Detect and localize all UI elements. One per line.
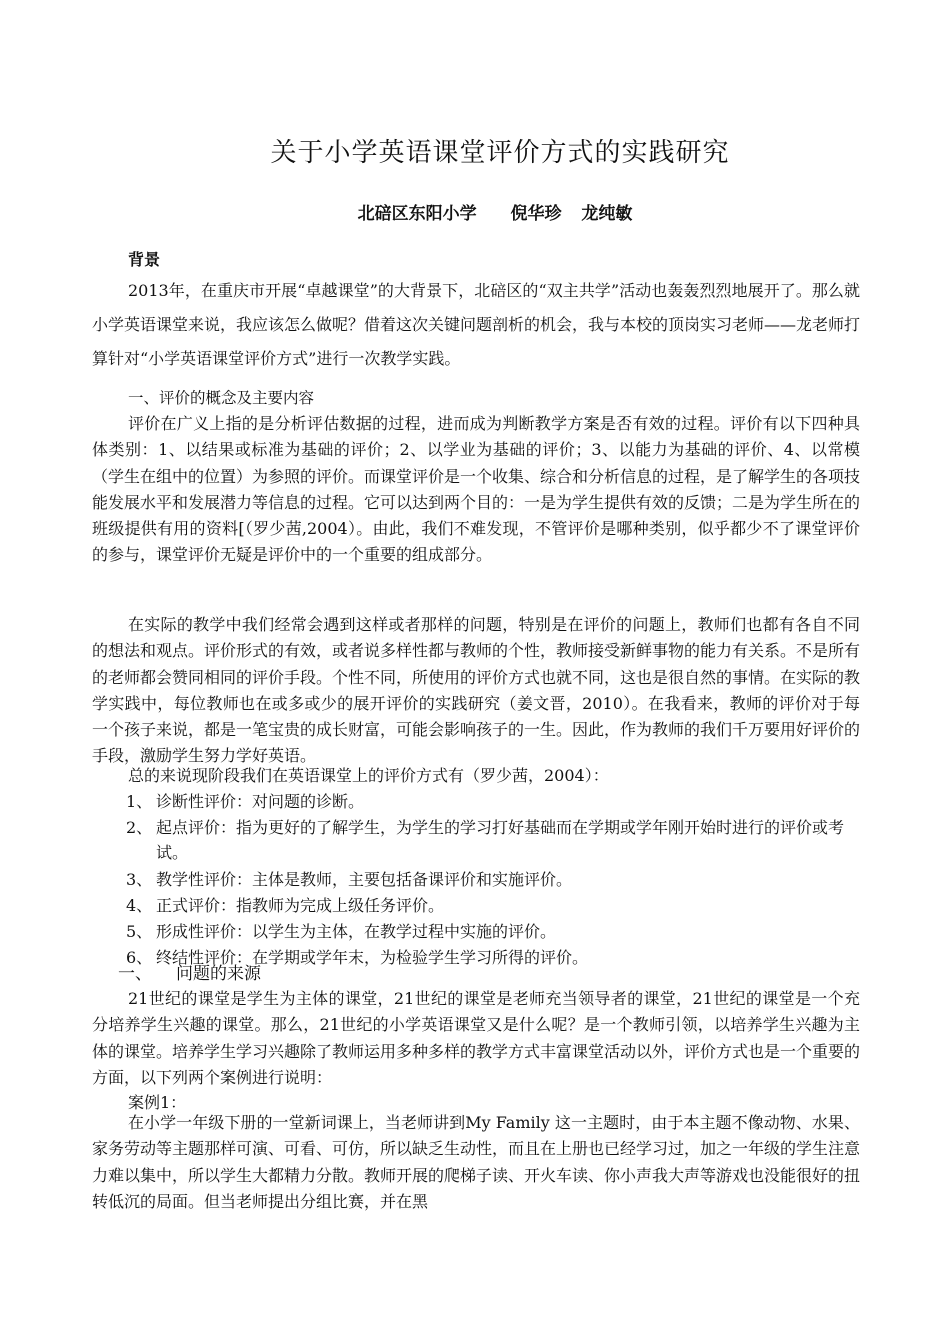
list-item-text: 教学性评价：主体是教师，主要包括备课评价和实施评价。 [156, 870, 573, 889]
list-item-number: 3、 [126, 870, 153, 889]
paragraph-background: 2013年，在重庆市开展“卓越课堂”的大背景下，北碚区的“双主共学”活动也轰轰烈烈地展开了。那么就小学英语课堂来说，我应该怎么做呢？借着这次关键问题剖析的机会，我与本校的顶岗实习老师——龙老师打算针对“小学英语课堂评价方式”进行一次教学实践。 [92, 281, 861, 368]
list-item-number: 2、 [126, 818, 153, 837]
paragraph-source: 21世纪的课堂是学生为主体的课堂，21世纪的课堂是老师充当领导者的课堂，21世纪的课堂是一个充分培养学生兴趣的课堂。那么，21世纪的小学英语课堂又是什么呢？是一个教师引领，以培养学生兴趣为主体的课堂。培养学生学习兴趣除了教师运用多种多样的教学方式丰富课堂活动以外，评价方式也是一个重要的方面，以下列两个案例进行说明： [92, 989, 861, 1087]
byline [0, 199, 950, 224]
byline-author-1: 倪华珍 [510, 204, 562, 224]
list-item-number: 5、 [126, 922, 153, 941]
list-item-text: 终结性评价：在学期或学年末，为检验学生学习所得的评价。 [156, 948, 589, 967]
heading-background: 背景 [128, 250, 161, 269]
list-item-text: 正式评价：指教师为完成上级任务评价。 [156, 896, 445, 915]
list-item-text: 形成性评价：以学生为主体，在教学过程中实施的评价。 [156, 922, 557, 941]
list-item-text: 诊断性评价：对问题的诊断。 [156, 792, 365, 811]
list-item-number: 4、 [126, 896, 153, 915]
case-1-label: 案例1： [128, 1093, 187, 1112]
list-item-number: 1、 [126, 792, 153, 811]
section-1-title: 一、评价的概念及主要内容 [128, 389, 315, 407]
list-item-text: 起点评价：指为更好的了解学生，为学生的学习打好基础而在学期或学年刚开始时进行的评价或考试。 [156, 818, 845, 862]
byline-author-2: 龙纯敏 [581, 204, 633, 224]
paragraph-practice: 在实际的教学中我们经常会遇到这样或者那样的问题，特别是在评价的问题上，教师们也都有各自不同的想法和观点。评价形式的有效，或者说多样性都与教师的个性，教师接受新鲜事物的能力有关系。不是所有的老师都会赞同相同的评价手段。个性不同，所使用的评价方式也就不同，这也是很自然的事情。在实际的教学实践中，每位教师也在或多或少的展开评价的实践研究（姜文晋，2010）。在我看来，教师的评价对于每一个孩子来说，都是一笔宝贵的成长财富，可能会影响孩子的一生。因此，作为教师的我们千万要用好评价的手段，激励学生努力学好英语。 [92, 615, 861, 766]
paragraph-summary: 总的来说现阶段我们在英语课堂上的评价方式有（罗少茜，2004）： [128, 766, 609, 785]
section-2-number: 一、 [118, 964, 152, 984]
document-title: 关于小学英语课堂评价方式的实践研究 [270, 138, 730, 168]
section-2-text: 问题的来源 [176, 964, 261, 984]
paragraph-case-1: 在小学一年级下册的一堂新词课上，当老师讲到My Family 这一主题时，由于本主题不像动物、水果、家务劳动等主题那样可演、可看、可仿，所以缺乏生动性，而且在上册也已经学习过，加之一年级的学生注意力难以集中，所以学生大都精力分散。教师开展的爬梯子读、开火车读、你小声我大声等游戏也没能很好的扭转低沉的局面。但当老师提出分组比赛，并在黑 [92, 1113, 861, 1211]
list-item-number: 6、 [126, 948, 153, 967]
byline-school: 北碚区东阳小学 [357, 204, 477, 224]
paragraph-concept: 评价在广义上指的是分析评估数据的过程，进而成为判断教学方案是否有效的过程。评价有以下四种具体类别：1、以结果或标准为基础的评价；2、以学业为基础的评价；3、以能力为基础的评价、4、以常模（学生在组中的位置）为参照的评价。而课堂评价是一个收集、综合和分析信息的过程，是了解学生的各项技能发展水平和发展潜力等信息的过程。它可以达到两个目的：一是为学生提供有效的反馈；二是为学生所在的班级提供有用的资料[（罗少茜,2004）。由此，我们不难发现，不管评价是哪种类别，似乎都少不了课堂评价的参与，课堂评价无疑是评价中的一个重要的组成部分。 [92, 414, 861, 565]
